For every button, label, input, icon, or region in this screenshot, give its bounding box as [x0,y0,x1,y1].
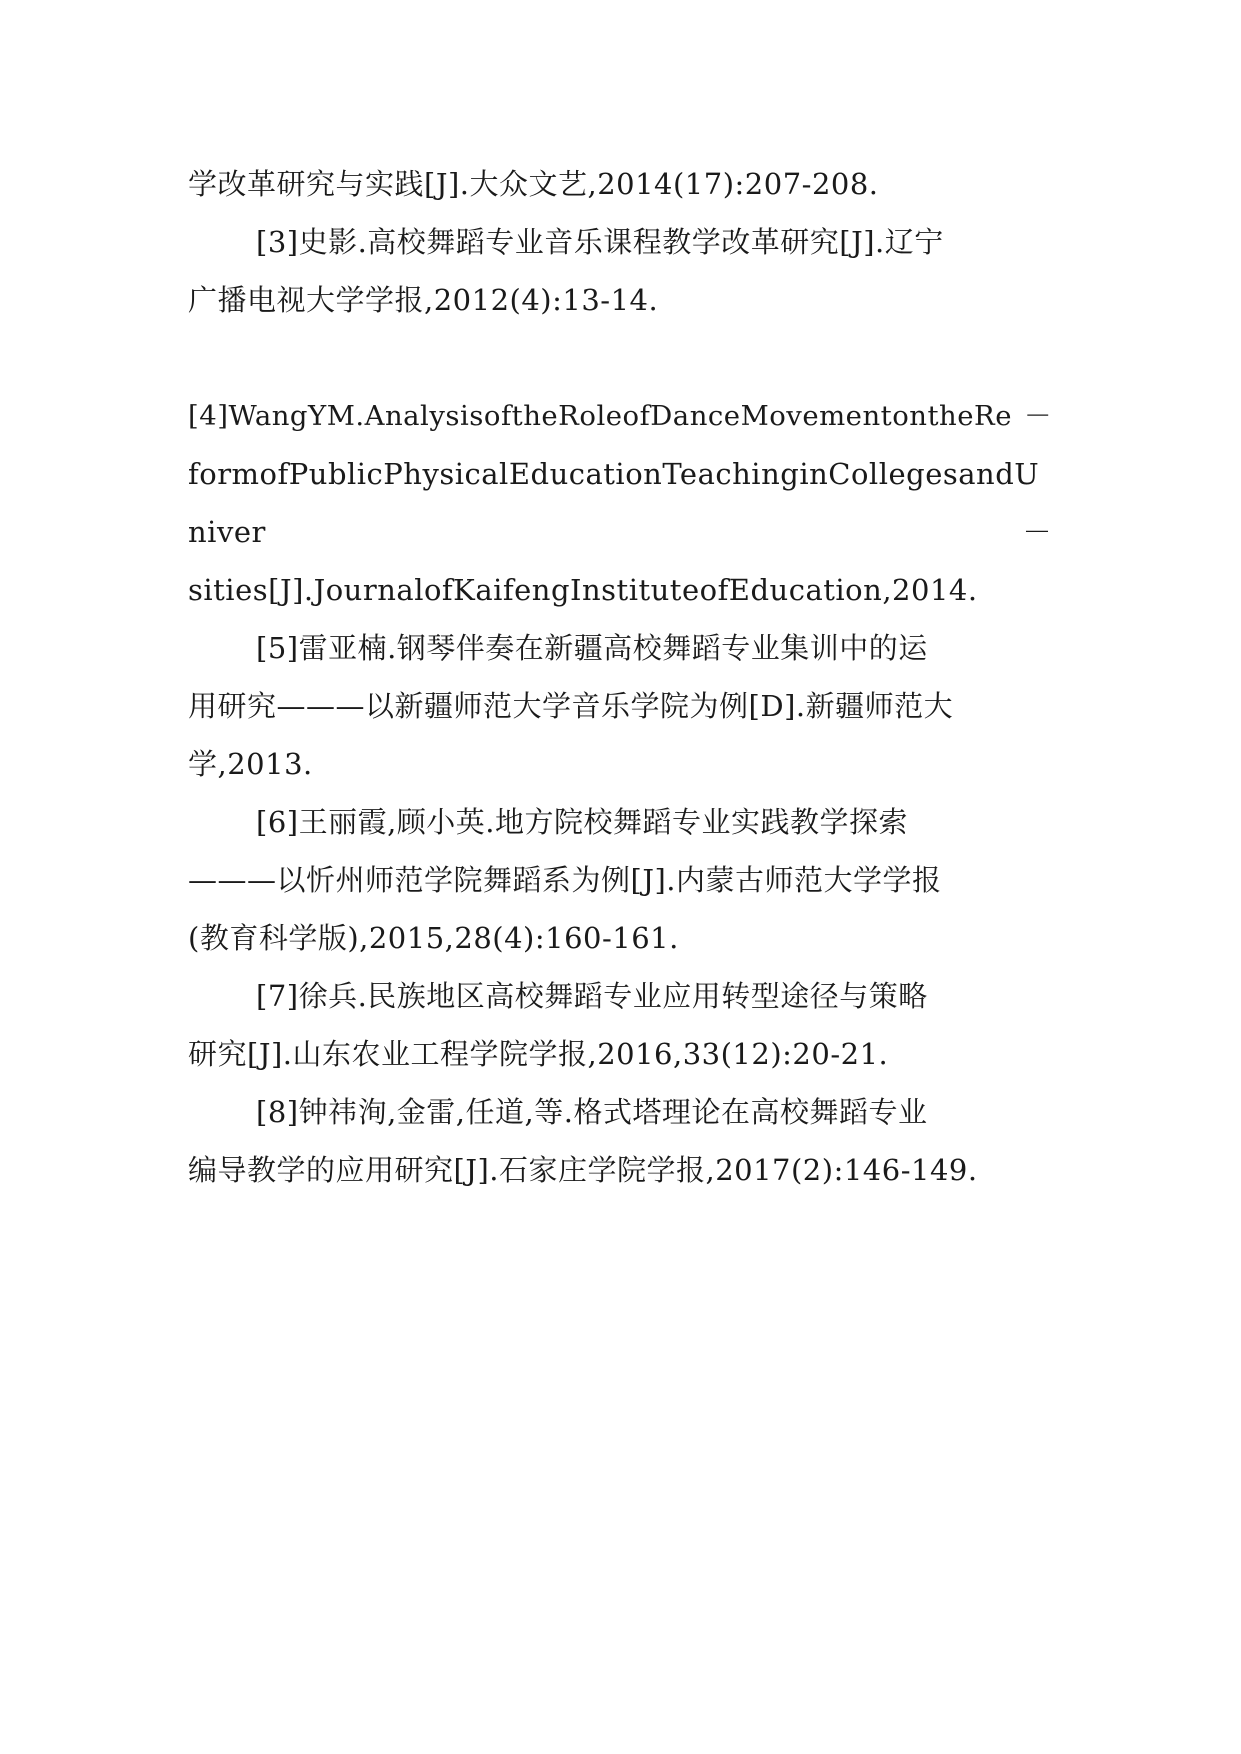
reference-5-line-1: [5]雷亚楠.钢琴伴奏在新疆高校舞蹈专业集训中的运 [256,631,928,665]
reference-4-line-1-dash: － [1024,400,1052,432]
reference-4-line-1-text: [4]WangYM.AnalysisoftheRoleofDanceMovementontheRe [188,400,1013,432]
reference-4-line-1 [188,396,1052,436]
reference-4-line-3-dash: － [1022,515,1052,549]
reference-8-line-1: [8]钟祎洵,金雷,任道,等.格式塔理论在高校舞蹈专业 [256,1095,928,1129]
reference-5-line-3: 学,2013. [188,747,313,781]
reference-4-line-4: sities[J].JournalofKaifengInstituteofEducation,2014. [188,573,978,607]
reference-3-line-1: [3]史影.高校舞蹈专业音乐课程教学改革研究[J].辽宁 [256,225,944,259]
reference-4-line-3-text: niver [188,515,266,549]
reference-8-line-2: 编导教学的应用研究[J].石家庄学院学报,2017(2):146-149. [188,1153,978,1187]
reference-2-continuation: 学改革研究与实践[J].大众文艺,2014(17):207-208. [188,167,879,201]
reference-3-line-2: 广播电视大学学报,2012(4):13-14. [188,283,659,317]
reference-6-line-1: [6]王丽霞,顾小英.地方院校舞蹈专业实践教学探索 [256,805,909,839]
reference-5-line-2: 用研究———以新疆师范大学音乐学院为例[D].新疆师范大 [188,689,954,723]
reference-7-line-2: 研究[J].山东农业工程学院学报,2016,33(12):20-21. [188,1037,889,1071]
reference-6-line-2: ———以忻州师范学院舞蹈系为例[J].内蒙古师范大学学报 [188,863,942,897]
reference-6-line-3: (教育科学版),2015,28(4):160-161. [188,921,679,955]
reference-4-line-3 [188,512,1052,552]
reference-4-line-2: formofPublicPhysicalEducationTeachinginCollegesandU [188,457,1040,491]
reference-7-line-1: [7]徐兵.民族地区高校舞蹈专业应用转型途径与策略 [256,979,928,1013]
